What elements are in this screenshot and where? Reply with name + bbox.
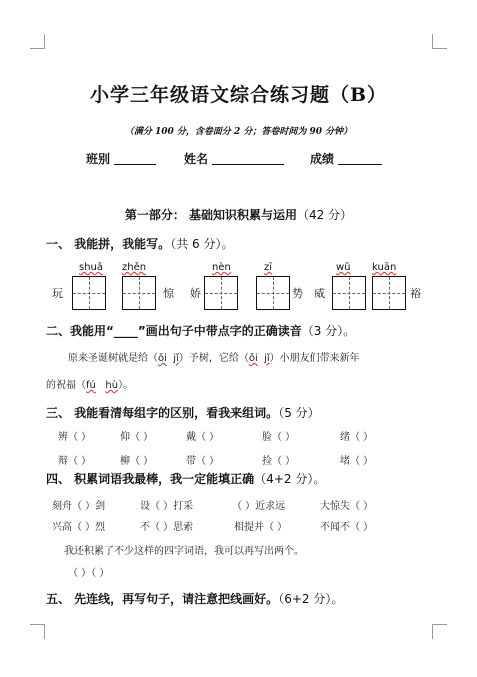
q2-text: ）小朋友们带来新年 bbox=[269, 353, 360, 364]
q2-text: ）。 bbox=[118, 380, 134, 391]
q1-char-6: 裕 bbox=[410, 287, 421, 300]
q1-pinyin-2: zhěn bbox=[122, 262, 147, 273]
crop-mark-top-right bbox=[432, 34, 447, 49]
q3-row-2-item-2[interactable]: 柳（ ） bbox=[120, 456, 154, 467]
q3-row-2-item-1[interactable]: 辩（ ） bbox=[58, 456, 92, 467]
q3-row-1-item-2[interactable]: 仰（ ） bbox=[120, 432, 154, 443]
name-blank[interactable] bbox=[212, 152, 284, 165]
q4-row-2-item-4[interactable]: 不闻不（ ） bbox=[320, 522, 374, 533]
q3-row-2-item-4[interactable]: 捡（ ） bbox=[262, 456, 296, 467]
q1-pinyin-6: kuān bbox=[372, 262, 397, 273]
class-label: 班别 bbox=[86, 152, 111, 166]
q2-option[interactable]: ǒi bbox=[158, 353, 167, 364]
q1-write-box-6[interactable] bbox=[372, 276, 406, 310]
q1-char-5: 威 bbox=[314, 287, 325, 300]
class-blank[interactable] bbox=[114, 152, 156, 165]
q1-char-4: 势 bbox=[292, 287, 303, 300]
crop-mark-bottom-right bbox=[432, 624, 447, 639]
q1-pinyin-1: shuǎ bbox=[79, 262, 104, 273]
q1-pinyin-4: zī bbox=[264, 262, 273, 273]
q3-points: （5 分） bbox=[278, 406, 320, 420]
q1-char-2: 惊 bbox=[163, 287, 174, 300]
q2-option[interactable]: jǐ bbox=[173, 353, 179, 364]
part1-title: 第一部分： 基础知识积累与运用 bbox=[124, 208, 298, 222]
crop-mark-bottom-left bbox=[30, 624, 45, 639]
q3-row-1-item-1[interactable]: 辨（ ） bbox=[58, 432, 92, 443]
q2-option[interactable]: fú bbox=[86, 380, 96, 391]
q3-heading bbox=[46, 404, 320, 421]
q3-row-2-item-5[interactable]: 堵（ ） bbox=[340, 456, 374, 467]
q4-row-1-item-2[interactable]: 设（ ）打采 bbox=[140, 501, 194, 512]
q2-text: ）予树，它给（ bbox=[178, 353, 249, 364]
q3-row-1-item-5[interactable]: 绪（ ） bbox=[340, 432, 374, 443]
q1-write-box-1[interactable] bbox=[72, 276, 106, 310]
q1-pinyin-3: nèn bbox=[212, 262, 231, 273]
q2-text: 的祝福（ bbox=[46, 380, 86, 391]
q2-option[interactable]: ǒi bbox=[248, 353, 258, 364]
q1-points: （共 6 分）。 bbox=[170, 237, 234, 251]
score-label: 成绩 bbox=[310, 152, 335, 166]
crop-mark-top-left bbox=[30, 34, 45, 49]
q4-row-1-item-1[interactable]: 刻舟（ ）剑 bbox=[52, 501, 106, 512]
q1-char-1: 玩 bbox=[52, 287, 63, 300]
q5-points: （6+2 分）。 bbox=[278, 592, 344, 606]
q1-write-box-4[interactable] bbox=[256, 276, 290, 310]
q4-row-1-item-4[interactable]: 大惊失（ ） bbox=[320, 501, 374, 512]
q4-heading bbox=[46, 470, 325, 487]
q1-write-box-5[interactable] bbox=[332, 276, 366, 310]
q4-row-1-item-3[interactable]: （ ）近求远 bbox=[232, 501, 286, 512]
name-field bbox=[184, 150, 284, 167]
q4-row-2-item-1[interactable]: 兴高（ ）烈 bbox=[52, 522, 106, 533]
q1-write-box-3[interactable] bbox=[204, 276, 238, 310]
q1-pinyin-5: wǔ bbox=[336, 262, 351, 273]
q5-heading bbox=[46, 590, 343, 607]
part1-points: （42 分） bbox=[297, 208, 353, 222]
q2-option[interactable]: jǐ bbox=[264, 353, 270, 364]
q2-text: 原来圣诞树就是给（ bbox=[68, 353, 158, 364]
q2-heading bbox=[46, 322, 355, 339]
q4-row-2-item-2[interactable]: 不（ ）思索 bbox=[140, 522, 194, 533]
q4-answer-blanks[interactable]: （ ）（ ） bbox=[68, 568, 110, 579]
q3-row-1-item-3[interactable]: 戴（ ） bbox=[186, 432, 220, 443]
name-label: 姓名 bbox=[184, 152, 209, 166]
q1-char-3: 娇 bbox=[190, 287, 201, 300]
q3-title: 三、 我能看清每组字的区别，看我来组词。 bbox=[46, 406, 279, 420]
q2-points: （3 分）。 bbox=[301, 324, 356, 338]
q1-title: 一、 我能拼，我能写。 bbox=[46, 237, 171, 251]
q2-title: 二、我能用“____”画出句子中带点字的正确读音 bbox=[46, 324, 302, 338]
page-title: 小学三年级语文综合练习题（B） bbox=[89, 84, 388, 106]
class-field bbox=[86, 150, 156, 167]
q1-write-box-2[interactable] bbox=[122, 276, 156, 310]
q2-sentence-line-2 bbox=[46, 376, 133, 391]
q4-row-2-item-3[interactable]: 相提并（ ） bbox=[234, 522, 288, 533]
q5-title: 五、 先连线，再写句子，请注意把线画好。 bbox=[46, 592, 279, 606]
q4-note: 我还积累了不少这样的四字词语，我可以再写出两个。 bbox=[64, 546, 304, 557]
score-field bbox=[310, 150, 382, 167]
q3-row-2-item-3[interactable]: 带（ ） bbox=[186, 456, 220, 467]
q3-row-1-item-4[interactable]: 脸（ ） bbox=[262, 432, 296, 443]
q2-sentence-line-1 bbox=[68, 349, 360, 364]
q2-option[interactable]: hù bbox=[105, 380, 119, 391]
q1-heading bbox=[46, 235, 233, 252]
part1-heading bbox=[0, 206, 477, 223]
score-blank[interactable] bbox=[338, 152, 382, 165]
q4-title: 四、 积累词语我最棒，我一定能填正确 bbox=[46, 472, 255, 486]
q4-points: （4+2 分）。 bbox=[254, 472, 326, 486]
page-subtitle: （满分 100 分，含卷面分 2 分；答卷时间为 90 分钟） bbox=[124, 127, 353, 137]
